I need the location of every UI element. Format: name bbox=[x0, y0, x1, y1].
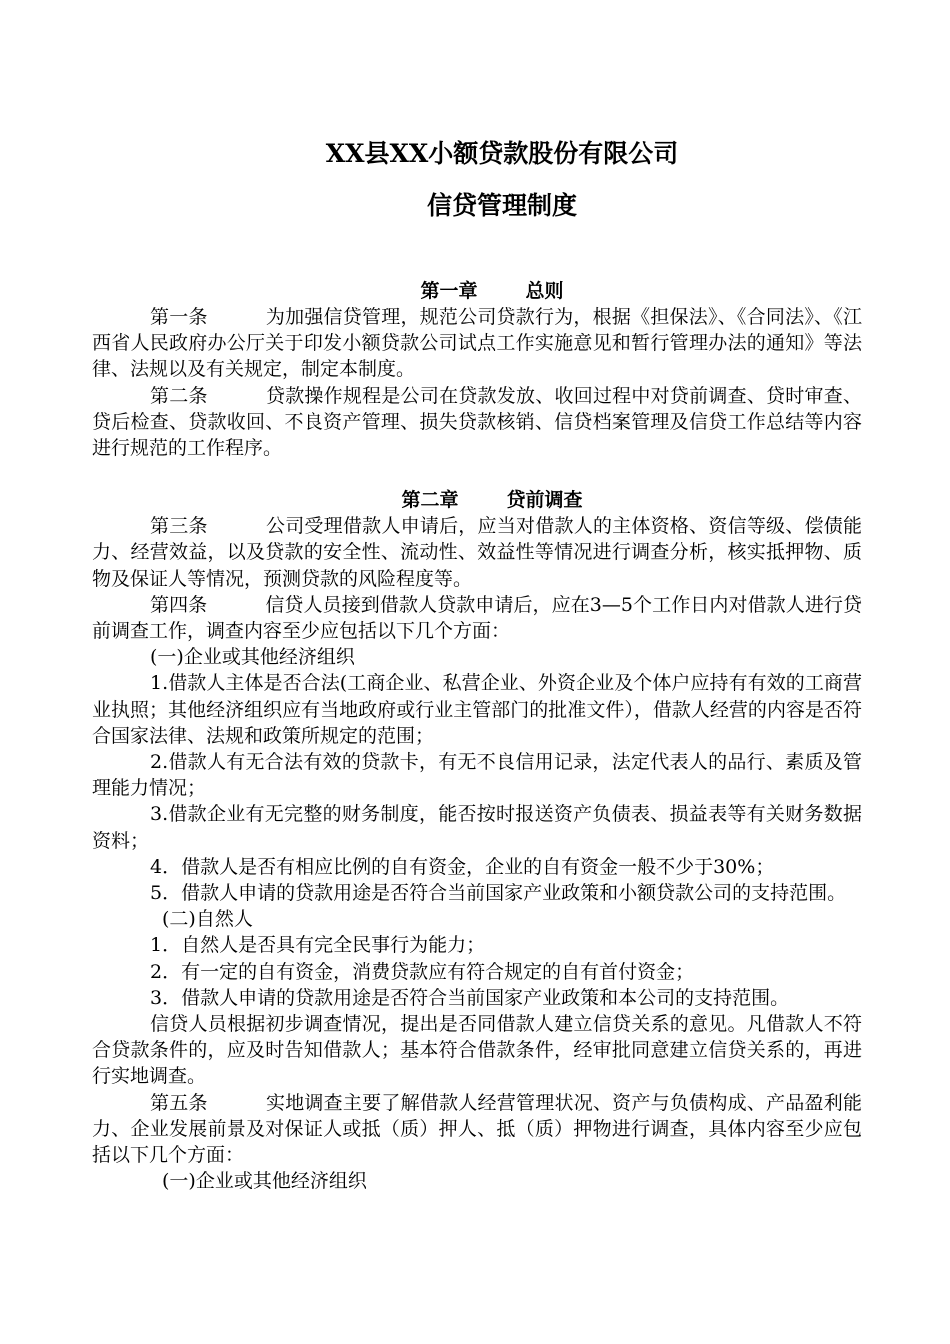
list-item-org-1: 1.借款人主体是否合法(工商企业、私营企业、外资企业及个体户应持有有效的工商营业执照；其他经济组织应有当地政府或行业主管部门的批准文件），借款人经营的内容是否符合国家法律、法规和政策所规定的范围； bbox=[92, 672, 862, 747]
article-text: 贷款操作规程是公司在贷款发放、收回过程中对贷前调查、贷时审查、贷后检查、贷款收回、不良资产管理、损失贷款核销、信贷档案管理及信贷工作总结等内容进行规范的工作程序。 bbox=[92, 384, 862, 460]
article-text: 信贷人员接到借款人贷款申请后，应在3—5个工作日内对借款人进行贷前调查工作，调查内容至少应包括以下几个方面： bbox=[92, 593, 862, 643]
list-item-person-2: 2．有一定的自有资金，消费贷款应有符合规定的自有首付资金； bbox=[150, 960, 695, 983]
article-1 bbox=[92, 304, 862, 383]
list-item-org-5: 5．借款人申请的贷款用途是否符合当前国家产业政策和小额贷款公司的支持范围。 bbox=[150, 882, 847, 905]
chapter-number: 第二章 bbox=[401, 489, 459, 512]
article-text: 实地调查主要了解借款人经营管理状况、资产与负债构成、产品盈利能力、企业发展前景及对保证人或抵（质）押人、抵（质）押物进行调查，具体内容至少应包括以下几个方面： bbox=[92, 1091, 862, 1167]
document-title-line2: 信贷管理制度 bbox=[426, 191, 577, 220]
article-number: 第四条 bbox=[150, 593, 208, 616]
list-item-person-1: 1．自然人是否具有完全民事行为能力； bbox=[150, 934, 486, 957]
chapter-heading-2 bbox=[92, 487, 862, 513]
section-heading-org-2: (一)企业或其他经济组织 bbox=[162, 1170, 367, 1193]
chapter-name: 总则 bbox=[525, 280, 564, 302]
article-text: 为加强信贷管理，规范公司贷款行为，根据《担保法》、《合同法》、《江西省人民政府办公厅关于印发小额贷款公司试点工作实施意见和暂行管理办法的通知》等法律、法规以及有关规定，制定本制度。 bbox=[92, 306, 862, 381]
list-item-org-4: 4．借款人是否有相应比例的自有资金，企业的自有资金一般不少于30%； bbox=[150, 855, 775, 878]
article-4 bbox=[92, 592, 862, 644]
section-heading-org: (一)企业或其他经济组织 bbox=[150, 646, 355, 669]
document-title-line1: XX县XX小额贷款股份有限公司 bbox=[325, 139, 679, 168]
article-number: 第五条 bbox=[150, 1091, 208, 1114]
list-item-org-3: 3.借款企业有无完整的财务制度，能否按时报送资产负债表、损益表等有关财务数据资料； bbox=[92, 803, 862, 852]
paragraph-followup: 信贷人员根据初步调查情况，提出是否同借款人建立信贷关系的意见。凡借款人不符合贷款条件的，应及时告知借款人；基本符合借款条件，经审批同意建立信贷关系的，再进行实地调查。 bbox=[92, 1013, 862, 1088]
article-number: 第二条 bbox=[150, 384, 208, 407]
article-2 bbox=[92, 383, 862, 462]
document-body bbox=[92, 128, 862, 1195]
article-text: 公司受理借款人申请后，应当对借款人的主体资格、资信等级、偿债能力、经营效益，以及贷款的安全性、流动性、效益性等情况进行调查分析，核实抵押物、质物及保证人等情况，预测贷款的风险程度等。 bbox=[92, 515, 862, 590]
article-number: 第一条 bbox=[150, 306, 208, 328]
section-heading-person: (二)自然人 bbox=[162, 908, 253, 931]
article-number: 第三条 bbox=[150, 515, 208, 538]
chapter-heading-1 bbox=[92, 278, 862, 304]
list-item-person-3: 3．借款人申请的贷款用途是否符合当前国家产业政策和本公司的支持范围。 bbox=[150, 986, 790, 1009]
list-item-org-2: 2.借款人有无合法有效的贷款卡，有无不良信用记录，法定代表人的品行、素质及管理能力情况； bbox=[92, 751, 862, 800]
chapter-name: 贷前调查 bbox=[506, 489, 583, 512]
article-5 bbox=[92, 1090, 862, 1169]
chapter-number: 第一章 bbox=[420, 280, 478, 302]
spacer bbox=[92, 461, 862, 487]
spacer bbox=[92, 232, 862, 278]
article-3 bbox=[92, 513, 862, 592]
